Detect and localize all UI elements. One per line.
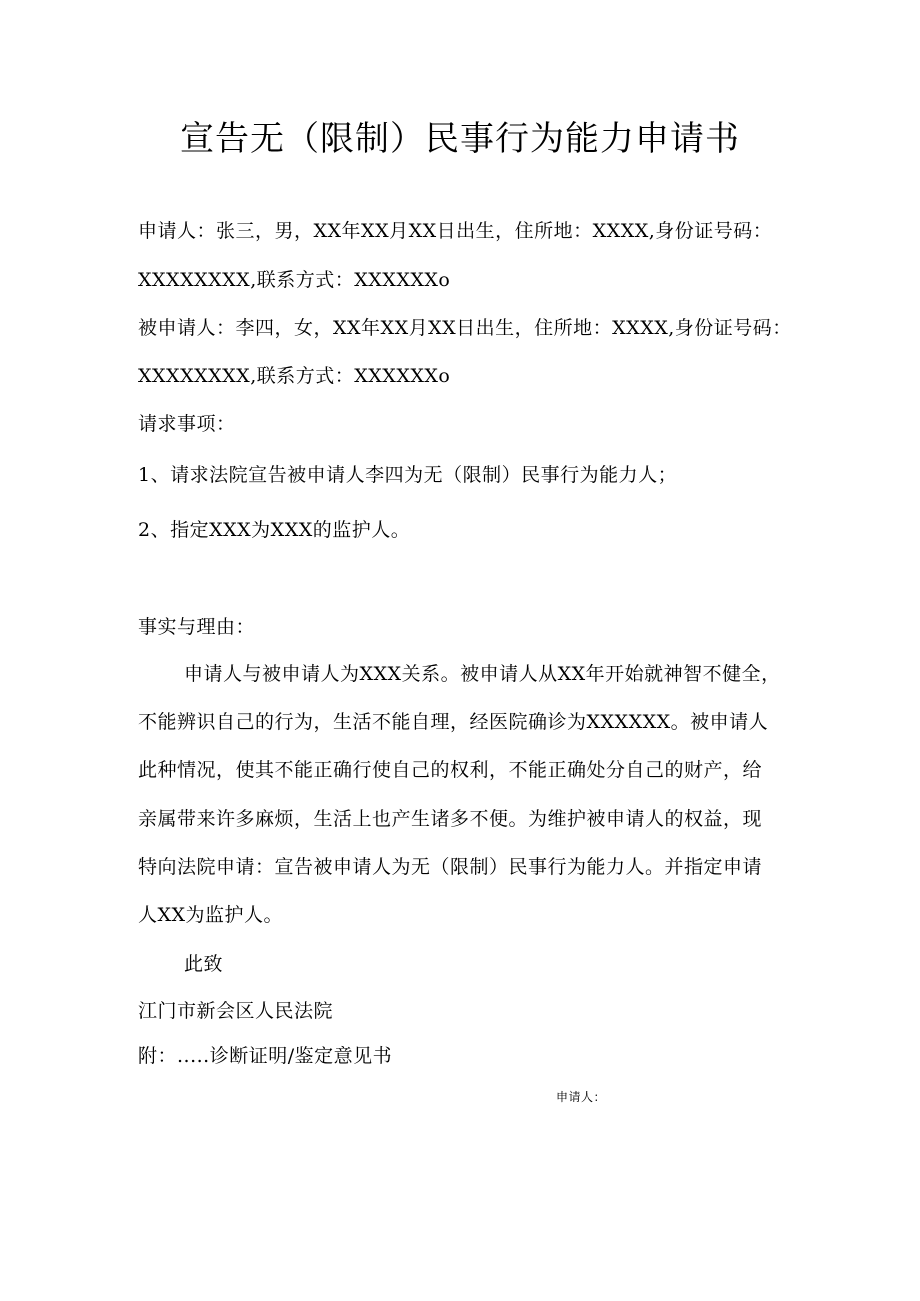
facts-line-5: 特向法院申请：宣告被申请人为无（限制）民事行为能力人。并指定申请 [138,856,763,878]
facts-line-4: 亲属带来许多麻烦，生活上也产生诸多不便。为维护被申请人的权益，现 [138,808,763,830]
salutation: 此致 [184,953,224,975]
facts-line-6: 人XX为监护人。 [138,904,284,926]
facts-heading: 事实与理由： [138,616,256,638]
court-name: 江门市新会区人民法院 [138,1000,334,1022]
document-title: 宣告无（限制）民事行为能力申请书 [180,119,740,159]
respondent-line-2: XXXXXXXX,联系方式：XXXXXXo [138,365,451,387]
request-item-1: 1、请求法院宣告被申请人李四为无（限制）民事行为能力人； [138,464,678,486]
requests-heading: 请求事项： [138,413,236,435]
respondent-line-1: 被申请人：李四，女，XX年XX月XX日出生，住所地：XXXX,身份证号码： [138,317,792,339]
facts-line-3: 此种情况，使其不能正确行使自己的权利，不能正确处分自己的财产，给 [138,759,763,781]
attachment-note: 附：.....诊断证明/鉴定意见书 [138,1045,393,1067]
applicant-line-2: XXXXXXXX,联系方式：XXXXXXo [138,269,451,291]
request-item-2: 2、指定XXX为XXX的监护人。 [138,519,411,541]
facts-line-2: 不能辨识自己的行为，生活不能自理，经医院确诊为XXXXXX。被申请人 [138,711,769,733]
facts-line-1: 申请人与被申请人为XXX关系。被申请人从XX年开始就神智不健全， [184,663,781,685]
signature-label: 申请人： [556,1090,607,1104]
applicant-line-1: 申请人：张三，男，XX年XX月XX日出生，住所地：XXXX,身份证号码： [138,220,773,242]
